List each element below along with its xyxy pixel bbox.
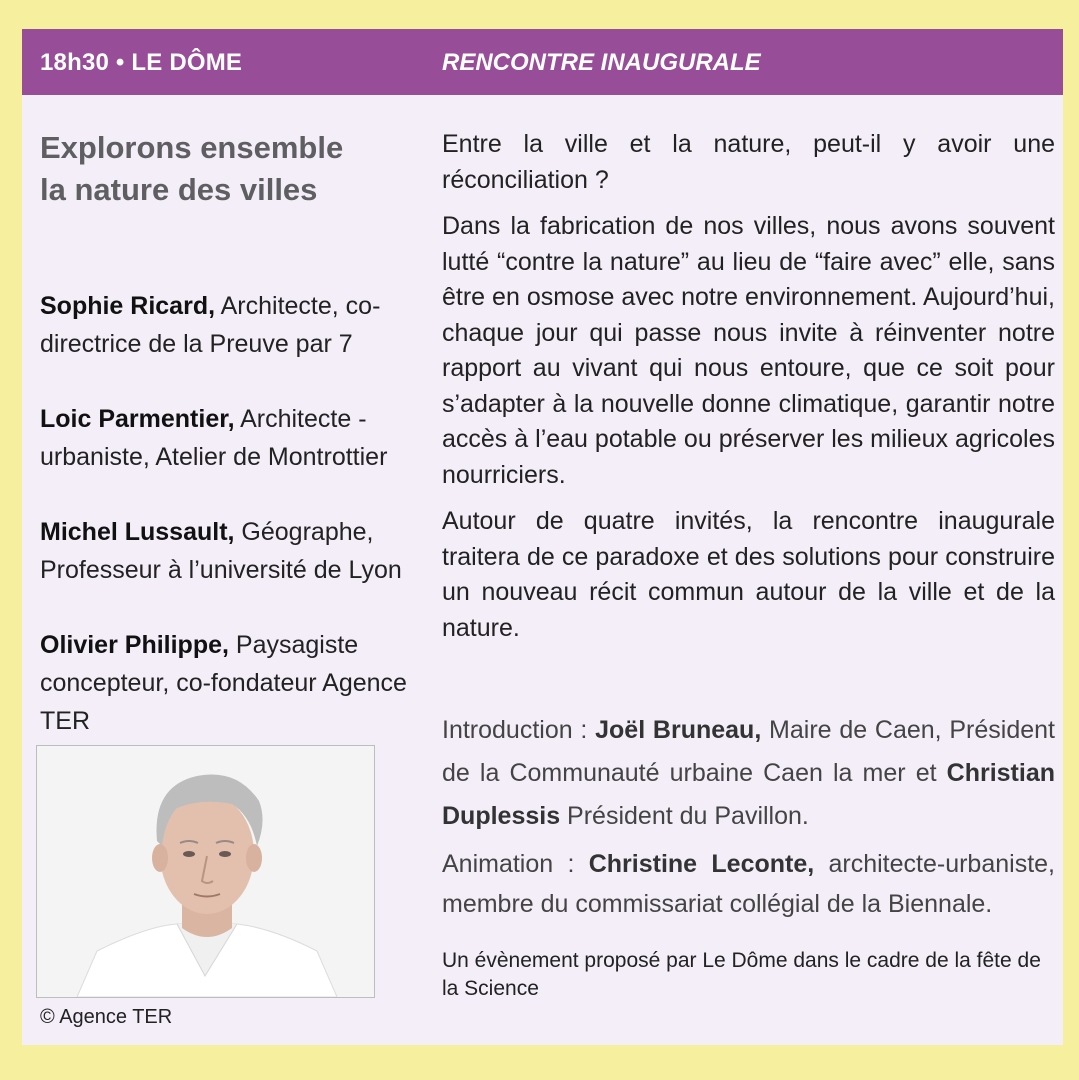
introduction-role-1: Maire de Caen, Président de la Communauté urbaine Caen la mer et	[442, 716, 1055, 787]
portrait-illustration	[37, 746, 374, 997]
introduction-role-2: Président du Pavillon.	[560, 802, 809, 830]
speaker-role: Architecte, co-directrice de la Preuve par 7	[40, 292, 381, 358]
event-card	[22, 29, 1063, 1045]
animation-person: Christine Leconte,	[588, 850, 815, 878]
speaker-role: Géographe, Professeur à l’université de Lyon	[40, 518, 402, 584]
photo-credit: © Agence TER	[40, 1006, 173, 1028]
speaker-name: Olivier Philippe,	[40, 631, 229, 659]
speaker-item	[40, 626, 430, 740]
hosts-block	[442, 709, 1055, 930]
speaker-name: Michel Lussault,	[40, 518, 235, 546]
description-paragraph: Dans la fabrication de nos villes, nous avons souvent lutté “contre la nature” au lieu de “faire avec” elle, sans être en osmose avec notre environnement. Aujourd’hui, chaque jour qui passe nous invite à réinventer notre rapport au vivant qui nous entoure, que ce soit pour s’adapter à la nouvelle donne climatique, garantir notre accès à l’eau potable ou préserver les milieux agricoles nourriciers.	[442, 212, 1055, 489]
animation-line	[442, 844, 1055, 924]
speaker-name: Sophie Ricard,	[40, 292, 216, 320]
event-title	[40, 127, 420, 211]
speaker-item	[40, 513, 430, 589]
title-line-1: Explorons ensemble	[40, 130, 344, 165]
title-line-2: la nature des villes	[40, 172, 318, 207]
event-description	[442, 127, 1055, 657]
event-type-label: RENCONTRE INAUGURALE	[442, 49, 761, 76]
introduction-line	[442, 709, 1055, 838]
animation-role: architecte-urbaniste, membre du commissariat collégial de la Biennale.	[442, 850, 1055, 918]
time-place-label: 18h30 • LE DÔME	[40, 49, 243, 76]
description-paragraph: Entre la ville et la nature, peut-il y avoir une réconciliation ?	[442, 130, 1055, 194]
speaker-name: Loic Parmentier,	[40, 405, 235, 433]
speaker-role: Paysagiste concepteur, co-fondateur Agence TER	[40, 631, 407, 735]
header-bar	[22, 29, 1063, 95]
introduction-person-2: Christian Duplessis	[442, 759, 1055, 830]
footer-note: Un évènement proposé par Le Dôme dans le cadre de la fête de la Science	[442, 949, 1041, 1000]
speaker-item	[40, 287, 430, 363]
animation-label: Animation :	[442, 850, 589, 878]
description-paragraph: Autour de quatre invités, la rencontre inaugurale traitera de ce paradoxe et des solutions pour construire un nouveau récit commun autour de la ville et de la nature.	[442, 507, 1055, 642]
speaker-item	[40, 400, 430, 476]
introduction-person-1: Joël Bruneau,	[595, 716, 762, 744]
introduction-label: Introduction :	[442, 716, 596, 744]
speaker-role: Architecte - urbaniste, Atelier de Montrottier	[40, 405, 388, 471]
speaker-list	[40, 287, 430, 777]
speaker-photo	[36, 745, 375, 998]
